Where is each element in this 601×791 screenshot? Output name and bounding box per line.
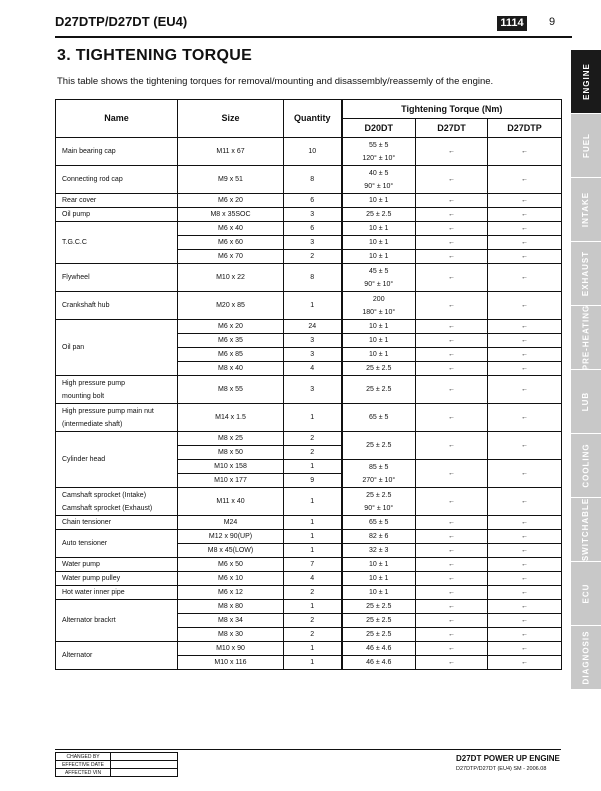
section-tab-switchable[interactable]: [571, 498, 601, 561]
torque-d27dtp: ←: [488, 348, 562, 362]
revision-value: [111, 753, 178, 761]
torque-d27dt: ←: [416, 572, 488, 586]
cell-line: (intermediate shaft): [62, 420, 123, 428]
part-name: [56, 600, 178, 642]
torque-d20dt: [342, 628, 416, 642]
bolt-quantity: 1: [284, 600, 342, 614]
bolt-quantity: 3: [284, 348, 342, 362]
part-name: [56, 586, 178, 600]
header-name: Name: [56, 100, 178, 138]
cell-line: 10 ± 1: [369, 239, 389, 246]
cell-line: 25 ± 2.5: [366, 603, 392, 610]
torque-d27dtp: ←: [488, 558, 562, 572]
section-tab-lub[interactable]: [571, 370, 601, 433]
torque-d27dtp: ←: [488, 516, 562, 530]
torque-d27dtp: ←: [488, 530, 562, 544]
bolt-quantity: 1: [284, 460, 342, 474]
torque-d27dtp: ←: [488, 222, 562, 236]
part-name: [56, 376, 178, 404]
bolt-size: M8 x 25: [178, 432, 284, 446]
bolt-size: M6 x 20: [178, 320, 284, 334]
bolt-size: M6 x 60: [178, 236, 284, 250]
torque-d20dt: [342, 516, 416, 530]
footer-title: D27DT POWER UP ENGINE: [456, 754, 560, 763]
section-tab-label: EXHAUST: [581, 250, 591, 297]
part-name: [56, 404, 178, 432]
torque-d27dt: ←: [416, 334, 488, 348]
header-d27dt: D27DT: [416, 119, 488, 138]
table-row: [56, 558, 562, 572]
table-row: [56, 404, 562, 432]
cell-line: 10 ± 1: [369, 197, 389, 204]
torque-d27dt: ←: [416, 166, 488, 194]
torque-d27dtp: ←: [488, 572, 562, 586]
bolt-quantity: 2: [284, 614, 342, 628]
cell-line: 82 ± 6: [369, 533, 389, 540]
torque-d27dtp: ←: [488, 194, 562, 208]
part-name: [56, 530, 178, 558]
footer-rule: [55, 749, 561, 750]
bolt-size: M8 x 40: [178, 362, 284, 376]
torque-d27dtp: ←: [488, 544, 562, 558]
cell-line: Camshaft sprocket (Intake): [62, 491, 147, 499]
cell-line: 25 ± 2.5: [366, 386, 392, 393]
torque-d27dt: ←: [416, 362, 488, 376]
bolt-size: M6 x 35: [178, 334, 284, 348]
torque-d20dt: [342, 586, 416, 600]
bolt-quantity: 7: [284, 558, 342, 572]
section-tab-label: PRE-HEATING: [581, 304, 591, 371]
cell-line: Auto tensioner: [62, 540, 108, 547]
section-tab-diagnosis[interactable]: [571, 626, 601, 689]
section-tab-label: COOLING: [581, 443, 591, 488]
bolt-size: M11 x 40: [178, 488, 284, 516]
torque-d20dt: [342, 320, 416, 334]
cell-line: 25 ± 2.5: [366, 365, 392, 372]
bolt-size: M6 x 10: [178, 572, 284, 586]
torque-d27dtp: ←: [488, 600, 562, 614]
section-tab-label: FUEL: [581, 133, 591, 158]
revision-label: AFFECTED VIN: [56, 769, 111, 777]
cell-line: Hot water inner pipe: [62, 589, 125, 596]
torque-d27dtp: ←: [488, 264, 562, 292]
cell-line: 65 ± 5: [369, 414, 389, 421]
bolt-size: M24: [178, 516, 284, 530]
torque-d27dtp: ←: [488, 334, 562, 348]
bolt-quantity: 4: [284, 362, 342, 376]
bolt-quantity: 1: [284, 292, 342, 320]
bolt-quantity: 1: [284, 488, 342, 516]
torque-d20dt: [342, 166, 416, 194]
table-row: [56, 166, 562, 194]
bolt-quantity: 6: [284, 194, 342, 208]
torque-d20dt: [342, 334, 416, 348]
section-description: This table shows the tightening torques for removal/mounting and disassembly/reassemly of the engine.: [57, 76, 494, 87]
section-tab-label: LUB: [581, 391, 591, 412]
table-row: [56, 530, 562, 544]
page-number: 9: [549, 16, 556, 28]
cell-line: 270° ± 10°: [362, 476, 396, 484]
cell-line: T.G.C.C: [62, 239, 87, 246]
section-tab-label: ECU: [581, 583, 591, 604]
cell-line: High pressure pump main nut: [62, 407, 154, 415]
torque-d27dt: ←: [416, 376, 488, 404]
bolt-quantity: 6: [284, 222, 342, 236]
cell-line: 10 ± 1: [369, 575, 389, 582]
revision-value: [111, 761, 178, 769]
table-row: [56, 586, 562, 600]
torque-d27dt: ←: [416, 348, 488, 362]
cell-line: Oil pump: [62, 211, 91, 218]
table-row: [56, 600, 562, 614]
part-name: [56, 572, 178, 586]
torque-d27dt: ←: [416, 208, 488, 222]
torque-d20dt: [342, 544, 416, 558]
torque-d27dtp: ←: [488, 460, 562, 488]
bolt-size: M8 x 34: [178, 614, 284, 628]
bolt-quantity: 1: [284, 530, 342, 544]
bolt-quantity: 8: [284, 264, 342, 292]
bolt-quantity: 2: [284, 628, 342, 642]
revision-label: CHANGED BY: [56, 753, 111, 761]
torque-d27dtp: ←: [488, 166, 562, 194]
part-name: [56, 320, 178, 376]
bolt-size: M6 x 12: [178, 586, 284, 600]
cell-line: 25 ± 2.5: [366, 617, 392, 624]
part-name: [56, 432, 178, 488]
cell-line: 10 ± 1: [369, 589, 389, 596]
torque-d27dt: ←: [416, 614, 488, 628]
cell-line: 10 ± 1: [369, 225, 389, 232]
cell-line: 25 ± 2.5: [366, 631, 392, 638]
torque-d27dt: ←: [416, 264, 488, 292]
torque-d27dt: ←: [416, 558, 488, 572]
part-name: [56, 138, 178, 166]
table-row: [56, 642, 562, 656]
part-name: [56, 166, 178, 194]
section-tab-cooling[interactable]: [571, 434, 601, 497]
torque-d20dt: [342, 488, 416, 516]
cell-line: 90° ± 10°: [364, 504, 394, 512]
torque-d20dt: [342, 642, 416, 656]
header-size: Size: [178, 100, 284, 138]
torque-d27dtp: ←: [488, 292, 562, 320]
torque-d20dt: [342, 460, 416, 488]
part-name: [56, 488, 178, 516]
section-tab-ecu[interactable]: [571, 562, 601, 625]
cell-line: Alternator brackrt: [62, 617, 116, 624]
torque-d27dtp: ←: [488, 138, 562, 166]
table-row: [56, 516, 562, 530]
torque-table-body: [56, 138, 562, 670]
bolt-quantity: 3: [284, 236, 342, 250]
section-tab-engine[interactable]: [571, 50, 601, 113]
cell-line: Main bearing cap: [62, 148, 116, 155]
cell-line: Camshaft sprocket (Exhaust): [62, 504, 153, 512]
torque-d20dt: [342, 208, 416, 222]
cell-line: Flywheel: [62, 274, 90, 281]
bolt-quantity: 1: [284, 656, 342, 670]
torque-d27dt: ←: [416, 544, 488, 558]
bolt-size: M6 x 20: [178, 194, 284, 208]
cell-line: Water pump pulley: [62, 575, 121, 582]
torque-d27dt: ←: [416, 432, 488, 460]
torque-d27dtp: ←: [488, 376, 562, 404]
bolt-quantity: 4: [284, 572, 342, 586]
bolt-size: M8 x 45(LOW): [178, 544, 284, 558]
section-tab-pre-heating[interactable]: [571, 306, 601, 369]
torque-d20dt: [342, 614, 416, 628]
header-d20dt: D20DT: [342, 119, 416, 138]
cell-line: 25 ± 2.5: [366, 442, 392, 449]
torque-d27dt: ←: [416, 600, 488, 614]
torque-d27dt: ←: [416, 628, 488, 642]
section-tab-label: DIAGNOSIS: [581, 630, 591, 685]
bolt-quantity: 3: [284, 208, 342, 222]
part-name: [56, 222, 178, 264]
bolt-size: M10 x 90: [178, 642, 284, 656]
bolt-size: M8 x 30: [178, 628, 284, 642]
torque-d20dt: [342, 222, 416, 236]
torque-d27dt: ←: [416, 222, 488, 236]
bolt-quantity: 24: [284, 320, 342, 334]
section-tab-exhaust[interactable]: [571, 242, 601, 305]
torque-d27dtp: ←: [488, 362, 562, 376]
torque-d27dt: ←: [416, 292, 488, 320]
table-row: [56, 222, 562, 236]
torque-d20dt: [342, 530, 416, 544]
cell-line: Water pump: [62, 561, 100, 568]
cell-line: 46 ± 4.6: [366, 659, 392, 666]
torque-d20dt: [342, 600, 416, 614]
cell-line: 180° ± 10°: [362, 308, 396, 316]
torque-d20dt: [342, 558, 416, 572]
cell-line: Oil pan: [62, 344, 85, 351]
bolt-size: M6 x 85: [178, 348, 284, 362]
torque-d27dt: ←: [416, 530, 488, 544]
torque-d20dt: [342, 432, 416, 460]
bolt-quantity: 3: [284, 334, 342, 348]
bolt-size: M14 x 1.5: [178, 404, 284, 432]
cell-line: 55 ± 5: [369, 141, 389, 149]
cell-line: 32 ± 3: [369, 547, 389, 554]
cell-line: 25 ± 2.5: [366, 211, 392, 218]
part-name: [56, 292, 178, 320]
cell-line: 45 ± 5: [369, 267, 389, 275]
torque-d27dt: ←: [416, 194, 488, 208]
revision-label: EFFECTIVE DATE: [56, 761, 111, 769]
torque-d27dt: ←: [416, 138, 488, 166]
torque-d27dt: ←: [416, 404, 488, 432]
part-name: [56, 208, 178, 222]
bolt-quantity: 9: [284, 474, 342, 488]
table-row: [56, 292, 562, 320]
bolt-size: M10 x 158: [178, 460, 284, 474]
bolt-quantity: 1: [284, 516, 342, 530]
cell-line: 25 ± 2.5: [366, 491, 392, 499]
cell-line: 85 ± 5: [369, 463, 389, 471]
table-row: [56, 432, 562, 446]
bolt-quantity: 2: [284, 250, 342, 264]
torque-d27dtp: ←: [488, 656, 562, 670]
torque-d20dt: [342, 264, 416, 292]
cell-line: mounting bolt: [62, 392, 105, 400]
header-torque: Tightening Torque (Nm): [342, 100, 562, 119]
torque-d20dt: [342, 656, 416, 670]
torque-d27dt: ←: [416, 460, 488, 488]
bolt-quantity: 1: [284, 642, 342, 656]
bolt-quantity: 10: [284, 138, 342, 166]
bolt-size: M8 x 80: [178, 600, 284, 614]
bolt-quantity: 1: [284, 544, 342, 558]
torque-d27dtp: ←: [488, 586, 562, 600]
part-name: [56, 642, 178, 670]
torque-d27dt: ←: [416, 656, 488, 670]
bolt-size: M6 x 50: [178, 558, 284, 572]
table-row: [56, 320, 562, 334]
torque-d27dtp: ←: [488, 320, 562, 334]
header-rule: [55, 36, 572, 38]
revision-value: [111, 769, 178, 777]
bolt-quantity: 8: [284, 166, 342, 194]
section-tab-intake[interactable]: [571, 178, 601, 241]
table-row: [56, 376, 562, 404]
cell-line: Connecting rod cap: [62, 176, 123, 183]
torque-d20dt: [342, 348, 416, 362]
bolt-size: M8 x 35SOC: [178, 208, 284, 222]
torque-d27dtp: ←: [488, 208, 562, 222]
revision-box: [55, 752, 178, 777]
table-row: [56, 572, 562, 586]
cell-line: 90° ± 10°: [364, 182, 394, 190]
table-row: [56, 264, 562, 292]
bolt-quantity: 3: [284, 376, 342, 404]
torque-d27dtp: ←: [488, 488, 562, 516]
bolt-size: M9 x 51: [178, 166, 284, 194]
cell-line: Rear cover: [62, 197, 97, 204]
document-model: D27DTP/D27DT (EU4): [55, 14, 188, 29]
header-d27dtp: D27DTP: [488, 119, 562, 138]
bolt-quantity: 2: [284, 446, 342, 460]
torque-d27dtp: ←: [488, 404, 562, 432]
torque-d20dt: [342, 376, 416, 404]
table-row: [56, 208, 562, 222]
bolt-quantity: 2: [284, 432, 342, 446]
cell-line: 120° ± 10°: [362, 154, 396, 162]
part-name: [56, 516, 178, 530]
torque-d20dt: [342, 236, 416, 250]
cell-line: High pressure pump: [62, 379, 126, 387]
torque-d20dt: [342, 292, 416, 320]
torque-d20dt: [342, 404, 416, 432]
torque-table: [55, 99, 562, 670]
torque-d27dtp: ←: [488, 628, 562, 642]
part-name: [56, 558, 178, 572]
bolt-size: M12 x 90(UP): [178, 530, 284, 544]
bolt-size: M10 x 22: [178, 264, 284, 292]
header-quantity: Quantity: [284, 100, 342, 138]
cell-line: Cylinder head: [62, 456, 106, 463]
footer-subtitle: D27DTP/D27DT (EU4) SM - 2006.08: [456, 766, 547, 772]
cell-line: 10 ± 1: [369, 351, 389, 358]
section-tab-fuel[interactable]: [571, 114, 601, 177]
cell-line: Chain tensioner: [62, 519, 112, 526]
table-row: [56, 194, 562, 208]
section-tab-label: SWITCHABLE: [581, 497, 591, 562]
torque-d20dt: [342, 362, 416, 376]
torque-d27dt: ←: [416, 516, 488, 530]
cell-line: 40 ± 5: [369, 169, 389, 177]
bolt-size: M11 x 67: [178, 138, 284, 166]
bolt-size: M10 x 116: [178, 656, 284, 670]
torque-d20dt: [342, 138, 416, 166]
bolt-size: M8 x 55: [178, 376, 284, 404]
table-row: [56, 488, 562, 516]
bolt-size: M6 x 40: [178, 222, 284, 236]
cell-line: 10 ± 1: [369, 561, 389, 568]
torque-d20dt: [342, 194, 416, 208]
torque-d27dt: ←: [416, 586, 488, 600]
bolt-size: M8 x 50: [178, 446, 284, 460]
torque-d20dt: [342, 250, 416, 264]
cell-line: 46 ± 4.6: [366, 645, 392, 652]
page-code-badge: 1114: [497, 16, 527, 31]
cell-line: Alternator: [62, 652, 93, 659]
torque-d27dt: ←: [416, 488, 488, 516]
section-tab-label: INTAKE: [581, 191, 591, 228]
bolt-quantity: 1: [284, 404, 342, 432]
torque-d27dtp: ←: [488, 432, 562, 460]
cell-line: 65 ± 5: [369, 519, 389, 526]
torque-d27dt: ←: [416, 642, 488, 656]
table-row: [56, 138, 562, 166]
torque-d20dt: [342, 572, 416, 586]
cell-line: 10 ± 1: [369, 337, 389, 344]
torque-d27dtp: ←: [488, 642, 562, 656]
torque-d27dt: ←: [416, 250, 488, 264]
cell-line: 10 ± 1: [369, 323, 389, 330]
section-title: 3. TIGHTENING TORQUE: [57, 47, 253, 64]
bolt-size: M6 x 70: [178, 250, 284, 264]
torque-d27dtp: ←: [488, 236, 562, 250]
cell-line: 90° ± 10°: [364, 280, 394, 288]
torque-d27dt: ←: [416, 236, 488, 250]
part-name: [56, 194, 178, 208]
cell-line: 200: [372, 295, 385, 303]
torque-d27dtp: ←: [488, 250, 562, 264]
cell-line: 10 ± 1: [369, 253, 389, 260]
torque-d27dtp: ←: [488, 614, 562, 628]
section-tab-label: ENGINE: [581, 63, 591, 100]
torque-d27dt: ←: [416, 320, 488, 334]
part-name: [56, 264, 178, 292]
bolt-size: M10 x 177: [178, 474, 284, 488]
bolt-quantity: 2: [284, 586, 342, 600]
cell-line: Crankshaft hub: [62, 302, 110, 309]
bolt-size: M20 x 85: [178, 292, 284, 320]
